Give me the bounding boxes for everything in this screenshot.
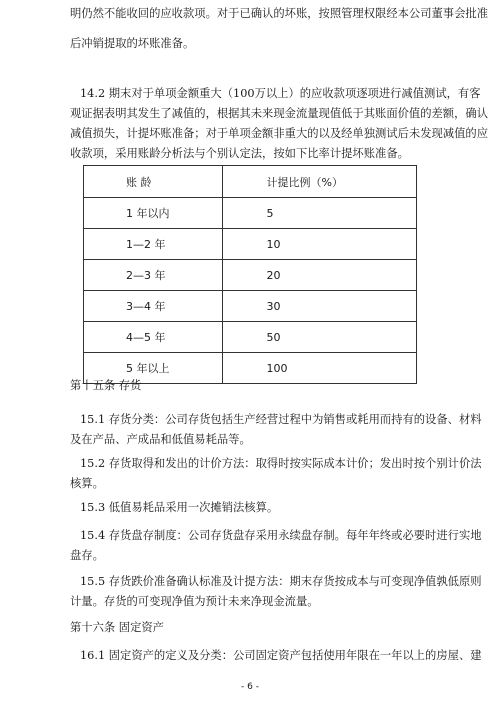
- table-cell-aging: 1—2 年: [84, 229, 223, 260]
- table-cell-aging: 3—4 年: [84, 291, 223, 322]
- table-row: [84, 229, 417, 260]
- paragraph-15-1-line: 及在产品、产成品和低值易耗品等。: [70, 433, 251, 446]
- paragraph-14-2-line: 减值损失，计提坏账准备；对于单项金额非重大的以及经单独测试后未发现减值的应: [70, 127, 488, 140]
- table-header-row: [84, 166, 417, 198]
- paragraph-15-2-line: 核算。: [70, 477, 104, 490]
- paragraph-14-2-line: 观证据表明其发生了减值的，根据其未来现金流量现值低于其账面价值的差额，确认: [70, 107, 488, 120]
- table-row: [84, 322, 417, 353]
- article-16-heading: 第十六条 固定资产: [70, 621, 164, 634]
- bad-debt-ratio-table: [83, 165, 417, 384]
- paragraph-15-3-line: 15.3 低值易耗品采用一次摊销法核算。: [80, 501, 279, 514]
- paragraph-15-4-line: 15.4 存货盘存制度：公司存货盘存采用永续盘存制。每年年终或必要时进行实地: [80, 529, 482, 542]
- page-number: - 6 -: [241, 682, 259, 692]
- paragraph-line: 明仍然不能收回的应收款项。对于已确认的坏账，按照管理权限经本公司董事会批准: [70, 7, 488, 20]
- table-cell-aging: 4—5 年: [84, 322, 223, 353]
- paragraph-15-4-line: 盘存。: [70, 549, 104, 562]
- paragraph-15-5-line: 计量。存货的可变现净值为预计未来净现金流量。: [70, 595, 319, 608]
- paragraph-15-5-line: 15.5 存货跌价准备确认标准及计提方法：期末存货按成本与可变现净值孰低原则: [80, 575, 482, 588]
- table-cell-ratio: 100: [222, 353, 417, 384]
- table-row: [84, 198, 417, 229]
- table-cell-ratio: 30: [222, 291, 417, 322]
- paragraph-line: 后冲销提取的坏账准备。: [70, 37, 195, 50]
- table-header-ratio: 计提比例（%）: [222, 166, 417, 198]
- table-cell-ratio: 10: [222, 229, 417, 260]
- paragraph-16-1-line: 16.1 固定资产的定义及分类：公司固定资产包括使用年限在一年以上的房屋、建: [80, 649, 482, 662]
- paragraph-15-1-line: 15.1 存货分类：公司存货包括生产经营过程中为销售或耗用而持有的设备、材料: [80, 413, 482, 426]
- table-header-aging: 账 龄: [84, 166, 223, 198]
- table-row: [84, 260, 417, 291]
- article-15-heading: 第十五条 存货: [70, 379, 142, 392]
- paragraph-14-2-line: 14.2 期末对于单项金额重大（100万以上）的应收款项逐项进行减值测试，有客: [80, 87, 481, 100]
- table-cell-ratio: 50: [222, 322, 417, 353]
- paragraph-15-2-line: 15.2 存货取得和发出的计价方法：取得时按实际成本计价；发出时按个别计价法: [80, 457, 482, 470]
- table-cell-ratio: 5: [222, 198, 417, 229]
- table-cell-aging: 5 年以上: [84, 353, 223, 384]
- paragraph-14-2-line: 收款项，采用账龄分析法与个别认定法，按如下比率计提坏账准备。: [70, 147, 409, 160]
- table-row: [84, 291, 417, 322]
- table-cell-aging: 1 年以内: [84, 198, 223, 229]
- table-cell-ratio: 20: [222, 260, 417, 291]
- table-cell-aging: 2—3 年: [84, 260, 223, 291]
